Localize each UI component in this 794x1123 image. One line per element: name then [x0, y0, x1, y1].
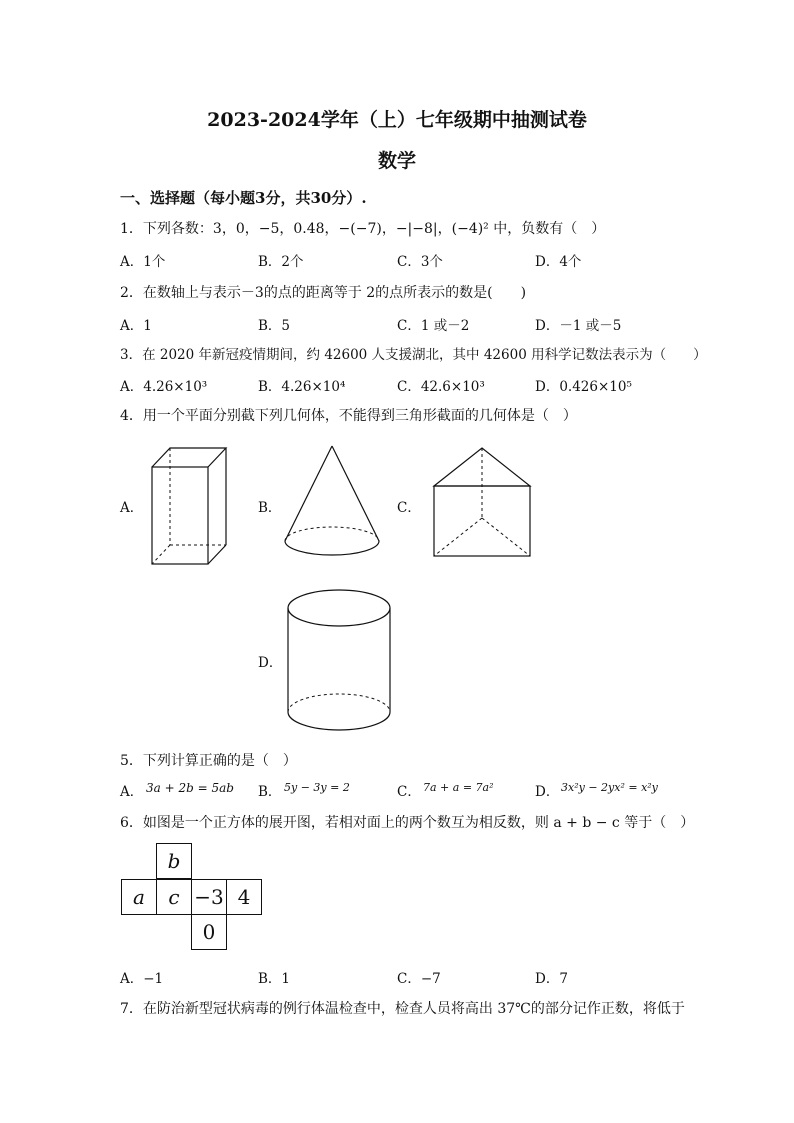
q2-option-c: C．1 或－2	[397, 318, 470, 334]
q3-option-b: B．4.26×10⁴	[258, 379, 346, 395]
q1-option-d: D．4个	[535, 254, 582, 270]
triangular-prism-icon	[432, 446, 532, 558]
q6-option-b: B．1	[258, 971, 291, 987]
q1-option-b: B．2个	[258, 254, 304, 270]
question-6-stem: 6．如图是一个正方体的展开图，若相对面上的两个数互为相反数，则 a + b − c 等于（ ）	[120, 815, 695, 831]
net-cell-c: c	[156, 879, 192, 915]
cylinder-icon	[286, 588, 392, 734]
question-1-stem: 1．下列各数：3，0，−5，0.48，−(−7)，−|−8|，(−4)² 中，负数有（ ）	[120, 221, 606, 237]
q1-option-a: A．1个	[120, 254, 166, 270]
net-cell-0: 0	[191, 914, 227, 950]
question-7-stem: 7．在防治新型冠状病毒的例行体温检查中，检查人员将高出 37℃的部分记作正数，将低于	[120, 1001, 685, 1017]
q2-option-a: A．1	[120, 318, 152, 334]
net-cell-a: a	[121, 879, 157, 915]
cone-icon	[282, 444, 382, 560]
q2-option-d: D．－1 或－5	[535, 318, 622, 334]
q5-expr-d: 3x²y − 2yx² = x²y	[561, 781, 658, 794]
q4-label-b: B．	[258, 500, 282, 516]
q5-expr-c: 7a + a = 7a²	[423, 781, 494, 794]
page-subtitle: 数学	[377, 150, 416, 172]
q6-option-d: D．7	[535, 971, 568, 987]
q5-label-c: C．	[397, 784, 421, 800]
q1-option-c: C．3个	[397, 254, 443, 270]
question-3-stem: 3．在 2020 年新冠疫情期间，约 42600 人支援湖北，其中 42600 用科学记数法表示为（ ）	[120, 347, 707, 363]
q3-option-a: A．4.26×10³	[120, 379, 208, 395]
question-4-stem: 4．用一个平面分别截下列几何体，不能得到三角形截面的几何体是（ ）	[120, 408, 577, 424]
net-cell-4: 4	[226, 879, 262, 915]
section-heading: 一、选择题（每小题3分，共30分）.	[120, 189, 367, 207]
net-cell-minus3: −3	[191, 879, 227, 915]
q5-label-b: B．	[258, 784, 282, 800]
q5-expr-a: 3a + 2b = 5ab	[146, 781, 234, 795]
question-5-stem: 5．下列计算正确的是（ ）	[120, 753, 297, 769]
q2-option-b: B．5	[258, 318, 291, 334]
q4-label-c: C．	[397, 500, 421, 516]
q4-label-a: A．	[120, 500, 144, 516]
q6-option-c: C．−7	[397, 971, 441, 987]
q5-expr-b: 5y − 3y = 2	[284, 781, 350, 794]
q6-option-a: A．−1	[120, 971, 164, 987]
q4-label-d: D．	[258, 655, 283, 671]
q3-option-c: C．42.6×10³	[397, 379, 485, 395]
q3-option-d: D．0.426×10⁵	[535, 379, 632, 395]
rectangular-prism-icon	[150, 445, 230, 567]
q5-label-a: A．	[120, 784, 144, 800]
question-2-stem: 2．在数轴上与表示－3的点的距离等于 2的点所表示的数是( )	[120, 285, 527, 301]
page-title: 2023-2024学年（上）七年级期中抽测试卷	[207, 109, 587, 131]
q5-label-d: D．	[535, 784, 560, 800]
net-cell-b: b	[156, 843, 192, 879]
